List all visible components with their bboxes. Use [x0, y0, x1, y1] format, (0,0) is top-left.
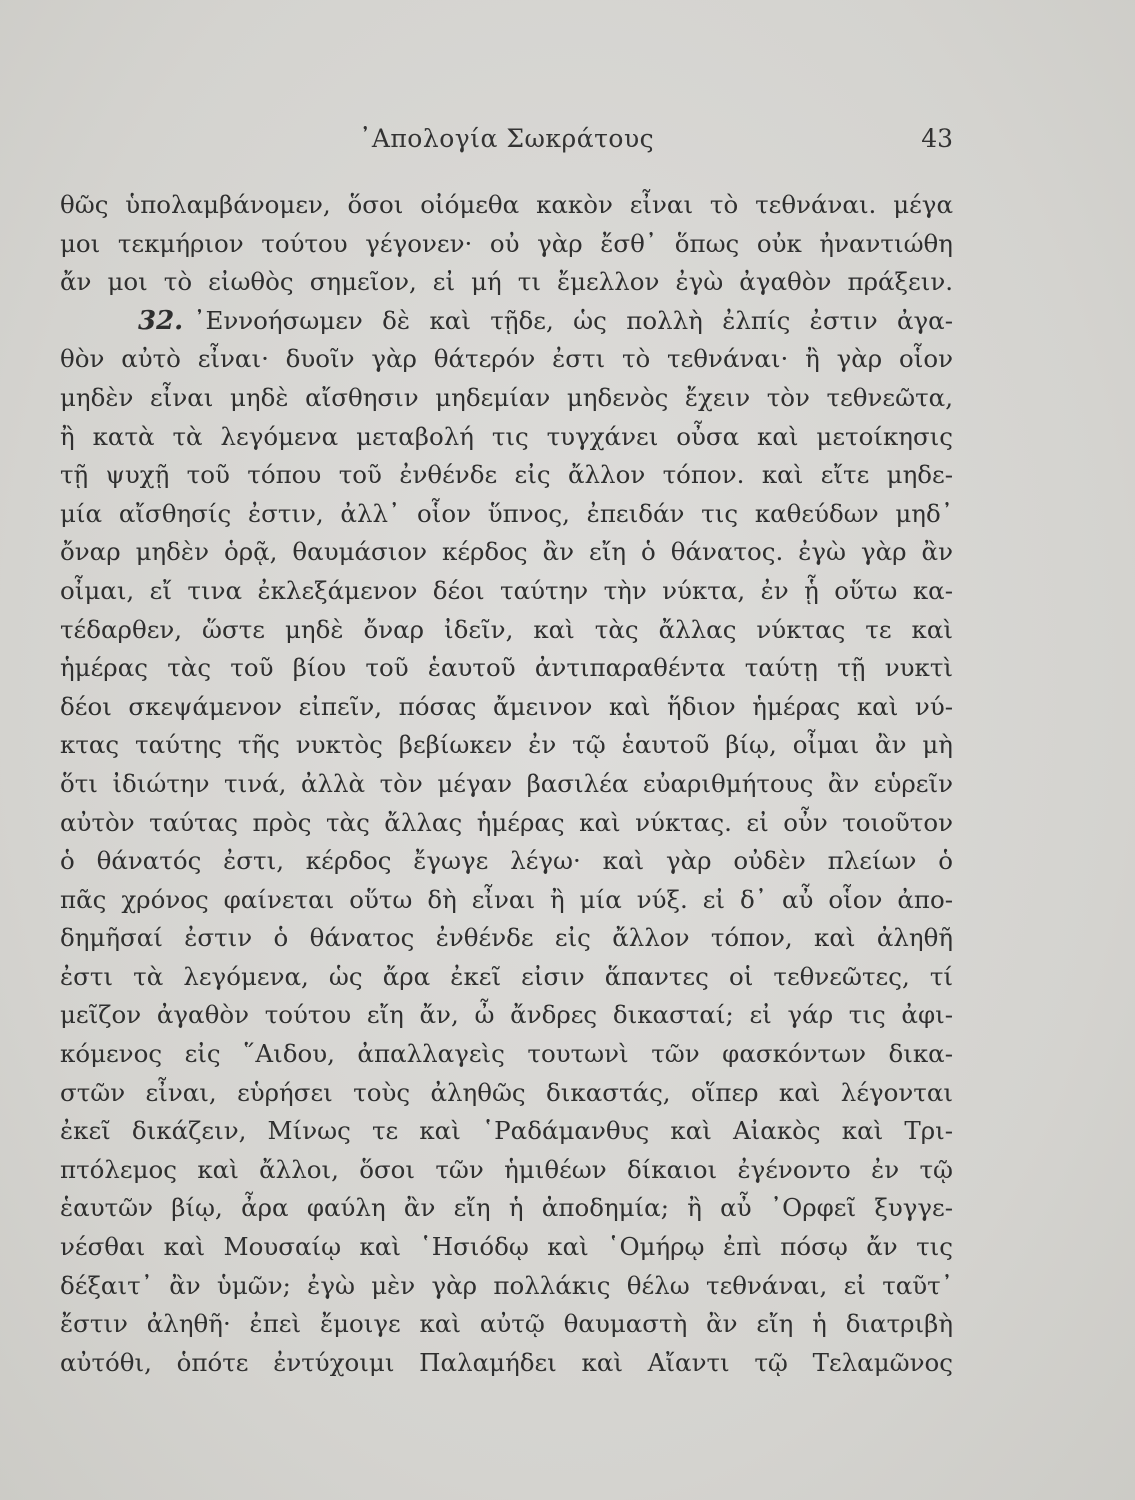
text-line: [60, 765, 953, 804]
text-line: [60, 186, 953, 225]
line-text: ὅτι ἰδιώτην τινά, ἀλλὰ τὸν μέγαν βασιλέα εὐαριθμήτους ἂν εὑρεῖν: [60, 768, 953, 798]
line-text: οἶμαι, εἴ τινα ἐκλεξάμενον δέοι ταύτην τὴν νύκτα, ἐν ᾗ οὕτω κα-: [60, 575, 953, 605]
line-text: μηδὲν εἶναι μηδὲ αἴσθησιν μηδεμίαν μηδενὸς ἔχειν τὸν τεθνεῶτα,: [60, 382, 953, 412]
text-line: [60, 418, 953, 457]
text-line: [60, 340, 953, 379]
text-line: [60, 495, 953, 534]
text-line: [60, 842, 953, 881]
section-number: 32.: [138, 305, 184, 336]
text-line: [60, 649, 953, 688]
line-text: ᾿Εννοήσωμεν δὲ καὶ τῇδε, ὡς πολλὴ ἐλπίς ἐστιν ἀγα-: [193, 305, 953, 335]
text-line: [60, 958, 953, 997]
text-line: [60, 533, 953, 572]
text-line: [60, 1305, 953, 1344]
line-text: ἡμέρας τὰς τοῦ βίου τοῦ ἑαυτοῦ ἀντιπαραθέντα ταύτῃ τῇ νυκτὶ: [60, 653, 953, 683]
line-text: ἢ κατὰ τὰ λεγόμενα μεταβολή τις τυγχάνει οὖσα καὶ μετοίκησις: [60, 421, 953, 451]
text-line: [60, 456, 953, 495]
line-text: ἐστι τὰ λεγόμενα, ὡς ἄρα ἐκεῖ εἰσιν ἅπαντες οἱ τεθνεῶτες, τί: [60, 961, 953, 991]
text-line: [60, 1228, 953, 1267]
line-text: αὐτόθι, ὁπότε ἐντύχοιμι Παλαμήδει καὶ Αἴαντι τῷ Τελαμῶνος: [60, 1347, 953, 1377]
text-line: [60, 379, 953, 418]
line-text: δέξαιτ᾽ ἂν ὑμῶν; ἐγὼ μὲν γὰρ πολλάκις θέλω τεθνάναι, εἰ ταῦτ᾽: [60, 1270, 953, 1300]
line-text: πτόλεμος καὶ ἄλλοι, ὅσοι τῶν ἡμιθέων δίκαιοι ἐγένοντο ἐν τῷ: [60, 1154, 953, 1184]
text-line: [60, 263, 953, 302]
line-text: ἑαυτῶν βίῳ, ἆρα φαύλη ἂν εἴη ἡ ἀποδημία; ἢ αὖ ᾿Ορφεῖ ξυγγε-: [60, 1193, 953, 1223]
text-line: [60, 804, 953, 843]
line-text: τῇ ψυχῇ τοῦ τόπου τοῦ ἐνθένδε εἰς ἄλλον τόπον. καὶ εἴτε μηδε-: [60, 460, 953, 490]
line-text: ἔστιν ἀληθῆ· ἐπεὶ ἔμοιγε καὶ αὐτῷ θαυμαστὴ ἂν εἴη ἡ διατριβὴ: [60, 1309, 953, 1339]
text-line: [60, 572, 953, 611]
line-text: κόμενος εἰς ῞Αιδου, ἀπαλλαγεὶς τουτωνὶ τῶν φασκόντων δικα-: [60, 1039, 953, 1069]
line-text: μία αἴσθησίς ἐστιν, ἀλλ᾽ οἷον ὕπνος, ἐπειδάν τις καθεύδων μηδ᾽: [60, 498, 953, 528]
body-text: [60, 186, 953, 1382]
line-text: δέοι σκεψάμενον εἰπεῖν, πόσας ἄμεινον καὶ ἥδιον ἡμέρας καὶ νύ-: [60, 691, 953, 721]
line-text: στῶν εἶναι, εὑρήσει τοὺς ἀληθῶς δικαστάς, οἵπερ καὶ λέγονται: [60, 1077, 953, 1107]
line-text: ὄναρ μηδὲν ὁρᾷ, θαυμάσιον κέρδος ἂν εἴη ὁ θάνατος. ἐγὼ γὰρ ἂν: [60, 537, 953, 567]
text-line: [60, 1074, 953, 1113]
line-text: ἐκεῖ δικάζειν, Μίνως τε καὶ ῾Ραδάμανθυς καὶ Αἰακὸς καὶ Τρι-: [60, 1116, 953, 1146]
text-line: [60, 1112, 953, 1151]
text-line: [60, 688, 953, 727]
running-head: [60, 124, 953, 164]
section-start-line: [60, 302, 953, 341]
text-line: [60, 1151, 953, 1190]
text-line: [60, 1267, 953, 1306]
line-text: ὁ θάνατός ἐστι, κέρδος ἔγωγε λέγω· καὶ γὰρ οὐδὲν πλείων ὁ: [60, 846, 953, 876]
text-line: [60, 1344, 953, 1383]
line-text: ἄν μοι τὸ εἰωθὸς σημεῖον, εἰ μή τι ἔμελλον ἐγὼ ἀγαθὸν πράξειν.: [60, 267, 953, 297]
line-text: πᾶς χρόνος φαίνεται οὕτω δὴ εἶναι ἢ μία νύξ. εἰ δ᾽ αὖ οἷον ἀπο-: [60, 884, 953, 914]
line-text: μεῖζον ἀγαθὸν τούτου εἴη ἄν, ὦ ἄνδρες δικασταί; εἰ γάρ τις ἀφι-: [60, 1000, 953, 1030]
line-text: θῶς ὑπολαμβάνομεν, ὅσοι οἰόμεθα κακὸν εἶναι τὸ τεθνάναι. μέγα: [60, 190, 953, 219]
line-text: νέσθαι καὶ Μουσαίῳ καὶ ῾Ησιόδῳ καὶ ῾Ομήρῳ ἐπὶ πόσῳ ἄν τις: [60, 1232, 953, 1262]
text-line: [60, 881, 953, 920]
line-text: δημῆσαί ἐστιν ὁ θάνατος ἐνθένδε εἰς ἄλλον τόπον, καὶ ἀληθῆ: [60, 923, 953, 953]
line-text: μοι τεκμήριον τούτου γέγονεν· οὐ γὰρ ἔσθ᾽ ὅπως οὐκ ἠναντιώθη: [60, 228, 953, 258]
line-text: θὸν αὐτὸ εἶναι· δυοῖν γὰρ θάτερόν ἐστι τὸ τεθνάναι· ἢ γὰρ οἷον: [60, 344, 953, 374]
text-line: [60, 1035, 953, 1074]
text-line: [60, 225, 953, 264]
line-text: αὐτὸν ταύτας πρὸς τὰς ἄλλας ἡμέρας καὶ νύκτας. εἰ οὖν τοιοῦτον: [60, 807, 953, 837]
text-line: [60, 1189, 953, 1228]
line-text: τέδαρθεν, ὥστε μηδὲ ὄναρ ἰδεῖν, καὶ τὰς ἄλλας νύκτας τε καὶ: [60, 614, 953, 644]
text-line: [60, 919, 953, 958]
line-text: κτας ταύτης τῆς νυκτὸς βεβίωκεν ἐν τῷ ἑαυτοῦ βίῳ, οἶμαι ἂν μὴ: [60, 730, 953, 760]
running-title: ᾿Απολογία Σωκράτους: [358, 124, 655, 153]
page-number: 43: [921, 124, 953, 153]
text-line: [60, 726, 953, 765]
text-line: [60, 996, 953, 1035]
text-line: [60, 611, 953, 650]
